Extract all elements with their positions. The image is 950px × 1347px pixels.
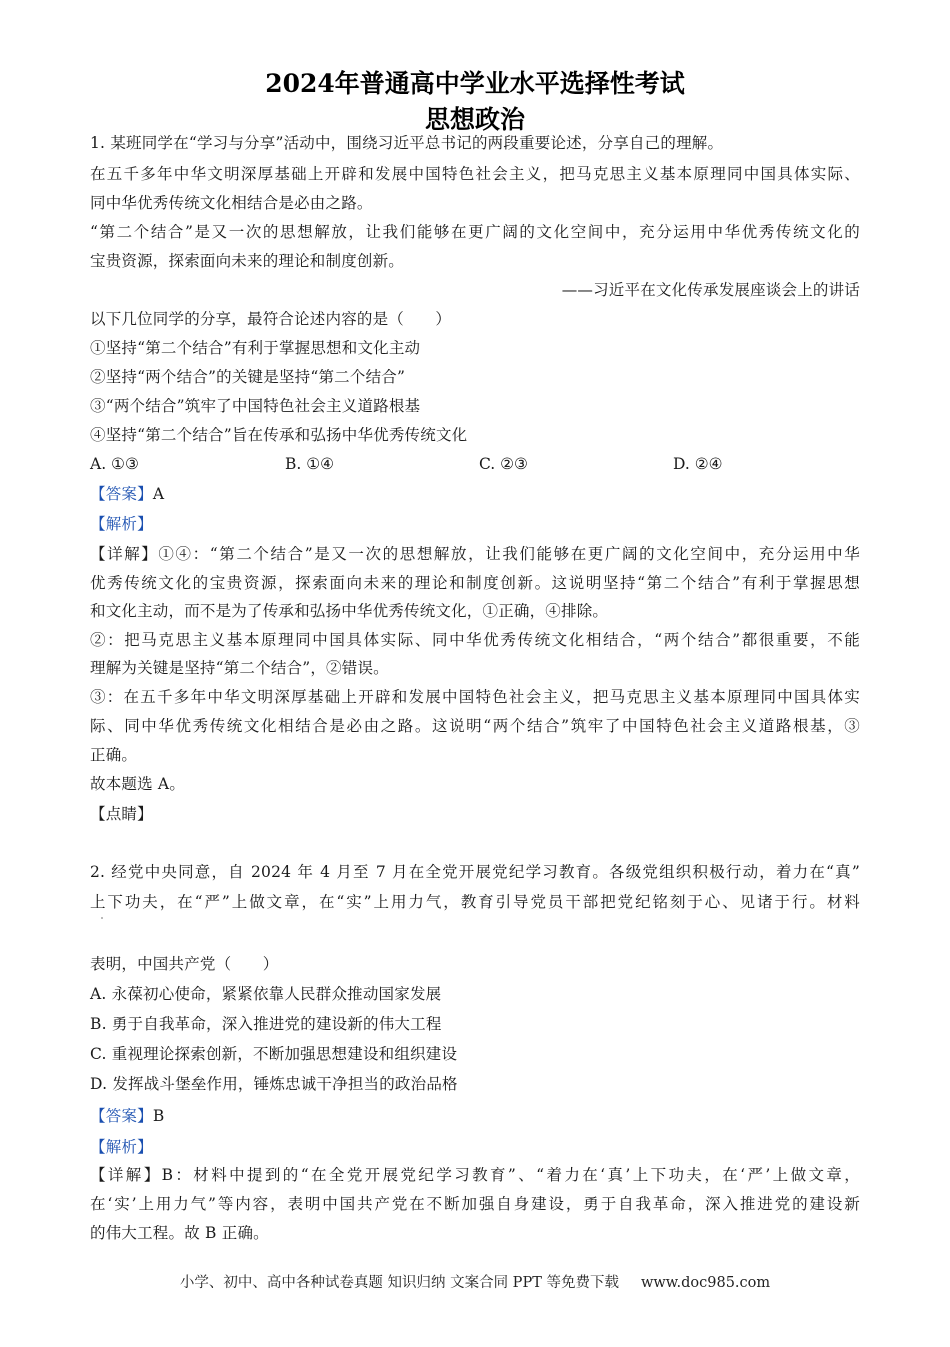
q2-stem-line2: 上下功夫，在“严”上做文章，在“实”上用力气，教育引导党员干部把党纪铭刻于心、见诸于行。材料 bbox=[90, 893, 860, 911]
q1-detail-line9: 故本题选 A。 bbox=[90, 775, 186, 793]
q2-detail-line3: 的伟大工程。故 B 正确。 bbox=[90, 1224, 269, 1242]
q1-answer-row bbox=[90, 484, 860, 504]
q1-quote2-line1: “第二个结合”是又一次的思想解放，让我们能够在更广阔的文化空间中，充分运用中华优秀传统文化的 bbox=[90, 223, 860, 241]
q1-answer: A bbox=[152, 485, 165, 503]
q1-detail-line3: 和文化主动，而不是为了传承和弘扬中华优秀传统文化，①正确，④排除。 bbox=[90, 602, 609, 620]
q2-option-a: A. 永葆初心使命，紧紧依靠人民群众推动国家发展 bbox=[90, 985, 442, 1003]
q1-detail-line7: 际、同中华优秀传统文化相结合是必由之路。这说明“两个结合”筑牢了中国特色社会主义道路根基，③ bbox=[90, 717, 860, 735]
subject-title: 思想政治 bbox=[424, 105, 525, 134]
page-footer bbox=[0, 1271, 950, 1292]
q1-quote-source: ——习近平在文化传承发展座谈会上的讲话 bbox=[561, 281, 860, 299]
footer-text: 小学、初中、高中各种试卷真题 知识归纳 文案合同 PPT 等免费下载 bbox=[179, 1275, 619, 1291]
detail-tag: 【详解】 bbox=[90, 545, 159, 563]
q2-option-b: B. 勇于自我革命，深入推进党的建设新的伟大工程 bbox=[90, 1015, 442, 1033]
q1-quote2-line2: 宝贵资源，探索面向未来的理论和制度创新。 bbox=[90, 252, 405, 270]
q1-detail-line1: 【详解】①④：“第二个结合”是又一次的思想解放，让我们能够在更广阔的文化空间中，充分运用中华 bbox=[90, 545, 860, 563]
q2-stem-line1: 2. 经党中央同意，自 2024 年 4 月至 7 月在全党开展党纪学习教育。各级党组织积极行动，着力在“真” bbox=[90, 863, 860, 881]
detail-tag: 【详解】 bbox=[90, 1166, 162, 1184]
exam-title: 2024年普通高中学业水平选择性考试 bbox=[265, 69, 685, 98]
q1-option-b: B. ①④ bbox=[285, 455, 335, 473]
footer-link[interactable]: www.doc985.com bbox=[640, 1275, 771, 1291]
q1-option-c: C. ②③ bbox=[479, 455, 528, 473]
q1-stem: 1. 某班同学在“学习与分享”活动中，围绕习近平总书记的两段重要论述，分享自己的理解。 bbox=[90, 134, 724, 152]
q2-detail-line2: 在‘实’上用力气”等内容，表明中国共产党在不断加强自身建设，勇于自我革命，深入推进党的建设新 bbox=[90, 1195, 860, 1213]
q1-detail-line8: 正确。 bbox=[90, 746, 138, 764]
q2-answer: B bbox=[152, 1107, 165, 1125]
q2-detail-line1: 【详解】B：材料中提到的“在全党开展党纪学习教育”、“着力在‘真’上下功夫，在‘严’上做文章， bbox=[90, 1166, 860, 1184]
q1-detail-line4: ②：把马克思主义基本原理同中国具体实际、同中华优秀传统文化相结合，“两个结合”都很重要，不能 bbox=[90, 631, 860, 649]
q2-analysis-tag: 【解析】 bbox=[90, 1138, 153, 1156]
q1-detail-line2: 优秀传统文化的宝贵资源，探索面向未来的理论和制度创新。这说明坚持“第二个结合”有利于掌握思想 bbox=[90, 574, 860, 592]
q1-analysis-tag: 【解析】 bbox=[90, 515, 153, 533]
q2-option-d: D. 发挥战斗堡垒作用，锤炼忠诚干净担当的政治品格 bbox=[90, 1075, 458, 1093]
q2-option-c: C. 重视理论探索创新，不断加强思想建设和组织建设 bbox=[90, 1045, 458, 1063]
answer-tag: 【答案】 bbox=[90, 485, 153, 503]
q1-comment-tag: 【点睛】 bbox=[90, 805, 153, 823]
q1-item-1: ①坚持“第二个结合”有利于掌握思想和文化主动 bbox=[90, 339, 421, 357]
q1-quote1-line2: 同中华优秀传统文化相结合是必由之路。 bbox=[90, 194, 373, 212]
q1-item-2: ②坚持“两个结合”的关键是坚持“第二个结合” bbox=[90, 368, 406, 386]
q1-option-a: A. ①③ bbox=[90, 455, 139, 473]
q1-detail-line6: ③：在五千多年中华文明深厚基础上开辟和发展中国特色社会主义，把马克思主义基本原理同中国具体实 bbox=[90, 688, 860, 706]
q2-stem-line3: 表明，中国共产党（ ） bbox=[90, 955, 279, 973]
q1-item-3: ③“两个结合”筑牢了中国特色社会主义道路根基 bbox=[90, 397, 421, 415]
q2-answer-row bbox=[90, 1106, 860, 1126]
q1-question: 以下几位同学的分享，最符合论述内容的是（ ） bbox=[90, 310, 452, 328]
q1-item-4: ④坚持“第二个结合”旨在传承和弘扬中华优秀传统文化 bbox=[90, 426, 468, 444]
q1-quote1-line1: 在五千多年中华文明深厚基础上开辟和发展中国特色社会主义，把马克思主义基本原理同中国具体实际、 bbox=[90, 165, 860, 183]
answer-tag: 【答案】 bbox=[90, 1107, 153, 1125]
q1-detail-line5: 理解为关键是坚持“第二个结合”，②错误。 bbox=[90, 659, 389, 677]
q1-option-d: D. ②④ bbox=[673, 455, 723, 473]
scan-dot bbox=[101, 917, 103, 919]
